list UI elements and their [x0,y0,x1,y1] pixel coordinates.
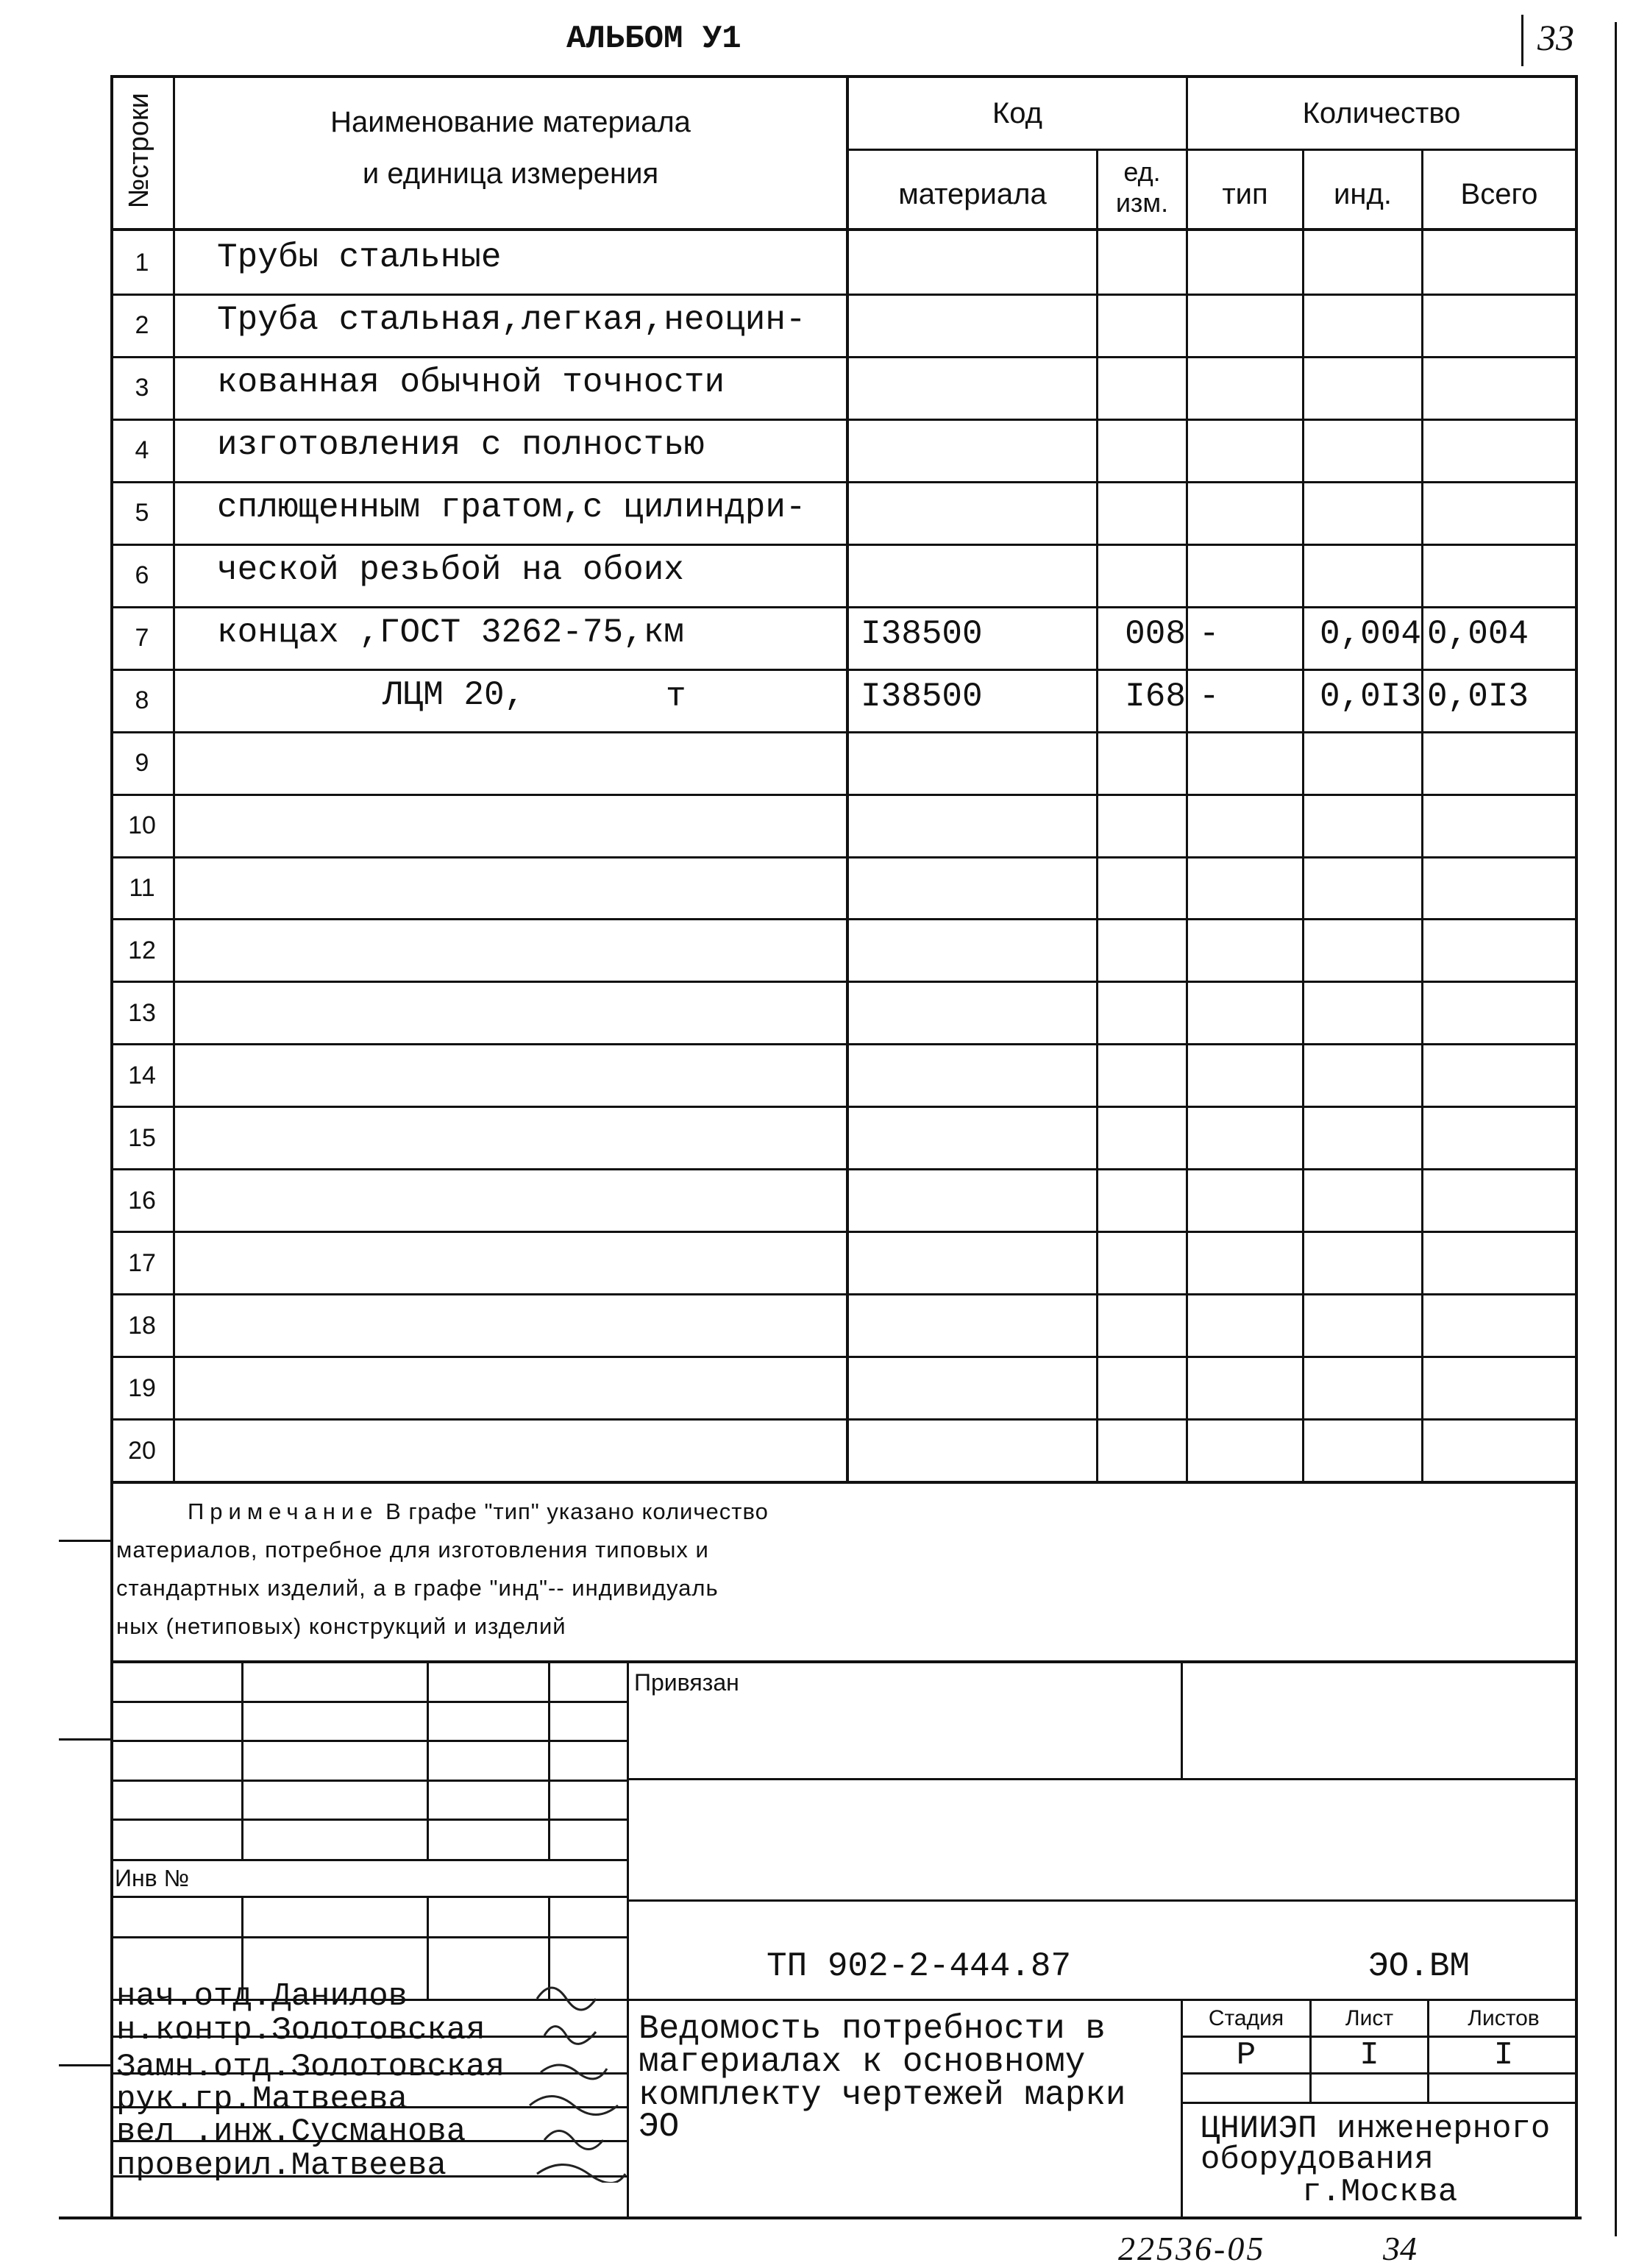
table-row [110,1418,1578,1481]
type-cell: - [1199,615,1220,654]
material-name: ческой резьбой на обоих [217,551,684,590]
material-name: изготовления с полностью [217,426,705,465]
table-row [110,731,1578,794]
right-margin-line [1615,22,1617,2236]
row-number-header: №строки [124,93,155,209]
table-row [110,918,1578,981]
org-line2: оборудования [1201,2141,1434,2178]
note-line2: материалов, потребное для изготовления типовых и [116,1537,709,1563]
doc-title-line1: Ведомость потребности в [639,2010,1106,2048]
ind-cell: 0,004 [1319,615,1421,654]
doc-title-line4: ЭО [639,2108,680,2146]
row-number: 8 [135,686,149,715]
row-number: 18 [128,1311,156,1340]
stage-value: Р [1236,2037,1256,2074]
row-number: 19 [128,1373,156,1402]
signer-5: вел .инж.Сусманова [116,2114,466,2150]
material-name: Трубы стальные [217,238,502,277]
note-label: Примечание [188,1499,379,1524]
row-number: 4 [135,436,149,465]
name-header-line2: и единица измерения [362,157,659,190]
page-number: 33 [1537,17,1574,58]
note-line1: В графе "тип" указано количество [385,1499,769,1524]
signer-4: рук.гр.Матвеева [116,2081,408,2118]
table-row [110,1356,1578,1418]
doc-code: ТП 902-2-444.87 [767,1947,1072,1986]
org-line1: ЦНИИЭП инженерного [1201,2111,1551,2147]
table-row [110,231,1578,294]
total-cell: 0,0I3 [1427,678,1529,717]
row-number: 11 [129,873,155,902]
table-row [110,294,1578,356]
table-row [110,1231,1578,1293]
album-label: АЛЬБОМ У1 [566,21,742,57]
table-row [110,419,1578,481]
table-row [110,1293,1578,1356]
total-cell: 0,004 [1427,615,1529,654]
sheet-value: I [1359,2037,1379,2074]
row-number: 10 [128,811,156,840]
quantity-header: Количество [1302,97,1461,129]
table-row [110,1043,1578,1106]
doc-title-line3: комплекту чертежей марки [639,2076,1126,2114]
material-name: сплющенным гратом,с цилиндри- [217,488,806,527]
material-unit-word: т [666,678,686,717]
row-number: 14 [128,1061,156,1089]
materials-table [110,75,1578,1484]
note-line4: ных (нетиповых) конструкций и изделий [116,1613,566,1639]
sheet-label: Лист [1345,2006,1394,2030]
table-row [110,856,1578,919]
material-name: кованная обычной точности [217,363,725,402]
row-number: 17 [128,1248,156,1277]
material-code-header: материала [898,178,1047,210]
unit-cell: 008 [1125,615,1186,654]
doc-title-line2: магериалах к основному [639,2043,1086,2081]
material-name: концах ,ГОСТ 3262-75,км [217,614,684,653]
bottom-frame-line [59,2217,1582,2219]
code-header: Код [992,97,1042,129]
table-row [110,606,1578,669]
signer-2: н.контр.Золотовская [116,2012,486,2049]
ind-cell: 0,0I3 [1319,678,1421,717]
row-number: 2 [135,311,149,340]
sheets-label: Листов [1468,2006,1540,2030]
type-header: тип [1222,178,1268,210]
privyazan-label: Привязан [634,1669,739,1696]
row-number: 12 [128,936,156,964]
bottom-number: 22536-05 [1118,2230,1266,2267]
note-block [110,1484,1578,1660]
table-row [110,1168,1578,1231]
title-block [110,1660,1578,2219]
note-line3: стандартных изделий, а в графе "инд"-- индивидуаль [116,1575,719,1601]
code-cell: I38500 [861,678,983,717]
signer-3: Замн.отд.Золотовская [116,2049,505,2086]
row-number: 16 [128,1186,156,1215]
table-row [110,1106,1578,1168]
row-number: 13 [128,998,156,1027]
unit-cell: I68 [1125,678,1186,717]
row-number: 15 [128,1123,156,1152]
row-number: 9 [135,749,149,778]
table-row [110,356,1578,419]
row-number: 6 [135,561,149,590]
material-name: Труба стальная,легкая,неоцин- [217,301,806,340]
table-row [110,981,1578,1043]
table-row [110,544,1578,606]
table-row [110,669,1578,731]
material-name: ЛЦМ 20, [383,676,525,715]
type-cell: - [1199,678,1220,717]
org-line3: г.Москва [1302,2174,1458,2211]
row-number: 5 [135,499,149,527]
row-number: 7 [135,624,149,653]
sheets-value: I [1493,2037,1514,2074]
name-header-line1: Наименование материала [330,106,691,138]
code-cell: I38500 [861,615,983,654]
stage-label: Стадия [1208,2006,1284,2030]
unit-header-line2: изм. [1115,188,1169,218]
row-number: 1 [135,249,149,277]
bottom-page: 34 [1383,2230,1417,2267]
table-row [110,794,1578,856]
page-number-divider [1521,15,1523,66]
signatures-graphic [522,1969,633,2183]
ind-header: инд. [1334,178,1392,210]
table-row [110,481,1578,544]
signer-6: проверил.Матвеева [116,2147,447,2184]
unit-header-line1: ед. [1123,157,1161,187]
signer-1: нач.отд.Данилов [116,1978,408,2015]
doc-mark: ЭО.ВМ [1368,1947,1471,1986]
inv-no-label: Инв № [115,1865,189,1891]
row-number: 20 [128,1436,156,1465]
row-number: 3 [135,374,149,402]
total-header: Всего [1460,178,1538,210]
